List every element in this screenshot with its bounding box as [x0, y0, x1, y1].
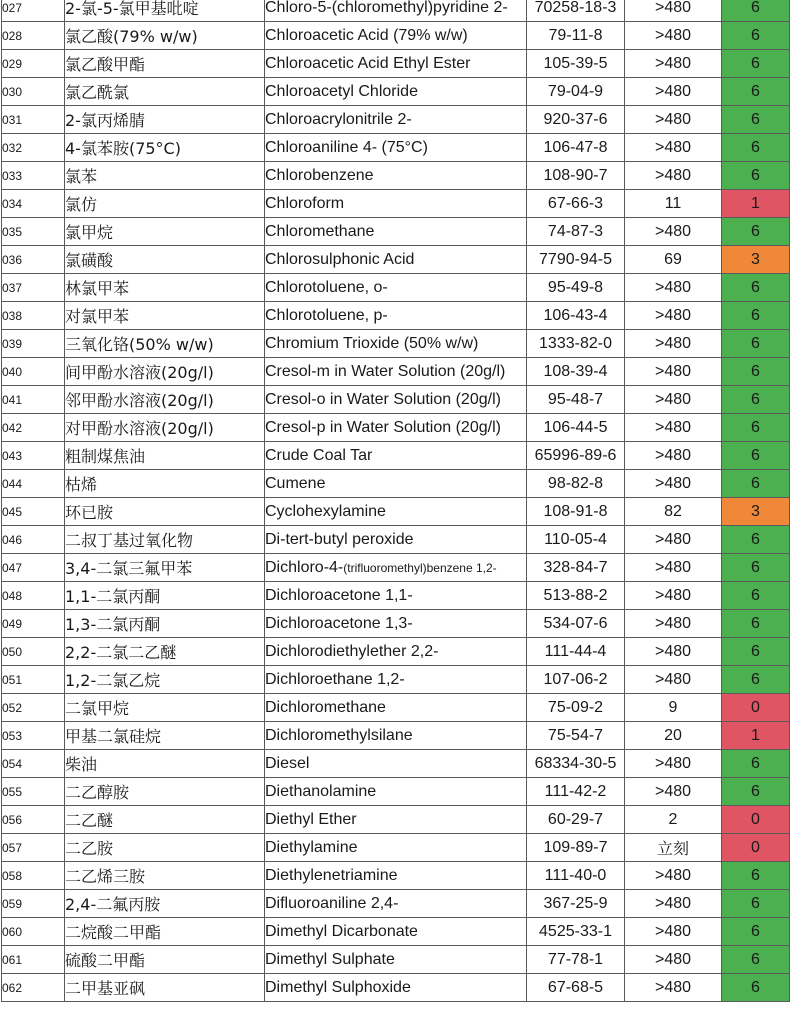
breakthrough-time: >480 [625, 442, 722, 470]
row-number: 032 [2, 134, 65, 162]
performance-rating: 6 [722, 778, 790, 806]
row-number: 033 [2, 162, 65, 190]
performance-rating: 6 [722, 526, 790, 554]
cas-number: 111-44-4 [527, 638, 625, 666]
chemical-name-chinese: 三氧化铬(50% w/w) [65, 330, 265, 358]
chemical-name-chinese: 氯乙酸(79% w/w) [65, 22, 265, 50]
performance-rating: 6 [722, 442, 790, 470]
chemical-name-english-text: Chloroaniline 4- (75°C) [265, 138, 428, 156]
table-row [2, 190, 790, 218]
cas-number: 108-39-4 [527, 358, 625, 386]
table-row [2, 750, 790, 778]
cas-number: 106-47-8 [527, 134, 625, 162]
table-row [2, 470, 790, 498]
chemical-name-english [265, 218, 527, 246]
cas-number: 65996-89-6 [527, 442, 625, 470]
chemical-name-chinese: 二乙胺 [65, 834, 265, 862]
chemical-name-chinese: 二氯甲烷 [65, 694, 265, 722]
performance-rating: 1 [722, 190, 790, 218]
chemical-name-chinese: 枯烯 [65, 470, 265, 498]
performance-rating: 6 [722, 0, 790, 22]
chemical-name-chinese: 二烷酸二甲酯 [65, 918, 265, 946]
chemical-name-english-text: Di-tert-butyl peroxide [265, 530, 414, 548]
breakthrough-time: 11 [625, 190, 722, 218]
performance-rating: 6 [722, 218, 790, 246]
performance-rating: 6 [722, 134, 790, 162]
row-number: 041 [2, 386, 65, 414]
chemical-name-english [265, 274, 527, 302]
chemical-name-english-text: Crude Coal Tar [265, 446, 373, 464]
chemical-name-english-text: Cresol-m in Water Solution (20g/l) [265, 362, 506, 380]
chemical-name-english-text: Dichlorodiethylether 2,2- [265, 642, 439, 660]
cas-number: 98-82-8 [527, 470, 625, 498]
performance-rating: 3 [722, 246, 790, 274]
performance-rating: 6 [722, 582, 790, 610]
breakthrough-time: >480 [625, 778, 722, 806]
row-number: 060 [2, 918, 65, 946]
cas-number: 111-40-0 [527, 862, 625, 890]
table-row [2, 806, 790, 834]
performance-rating: 6 [722, 78, 790, 106]
breakthrough-time: >480 [625, 862, 722, 890]
chemical-name-english-text: Diesel [265, 754, 310, 772]
table-row [2, 946, 790, 974]
cas-number: 68334-30-5 [527, 750, 625, 778]
table-row [2, 498, 790, 526]
table-row [2, 666, 790, 694]
breakthrough-time: 69 [625, 246, 722, 274]
chemical-resistance-table [1, 0, 790, 1002]
breakthrough-time: >480 [625, 106, 722, 134]
chemical-name-english-text: Chlorotoluene, o- [265, 278, 388, 296]
chemical-name-chinese: 氯甲烷 [65, 218, 265, 246]
table-row [2, 134, 790, 162]
chemical-name-english-text: Chloroacetyl Chloride [265, 82, 418, 100]
chemical-name-english [265, 358, 527, 386]
chemical-name-english [265, 946, 527, 974]
table-row [2, 974, 790, 1002]
performance-rating: 6 [722, 638, 790, 666]
cas-number: 67-68-5 [527, 974, 625, 1002]
row-number: 043 [2, 442, 65, 470]
chemical-name-english [265, 778, 527, 806]
chemical-name-english [265, 106, 527, 134]
breakthrough-time: >480 [625, 470, 722, 498]
chemical-name-english-text: Dimethyl Dicarbonate [265, 922, 418, 940]
row-number: 048 [2, 582, 65, 610]
table-row [2, 918, 790, 946]
chemical-name-chinese: 1,3-二氯丙酮 [65, 610, 265, 638]
performance-rating: 0 [722, 834, 790, 862]
table-row [2, 330, 790, 358]
chemical-name-english [265, 498, 527, 526]
chemical-name-english [265, 974, 527, 1002]
chemical-name-english-text: Dichloroacetone 1,3- [265, 614, 413, 632]
performance-rating: 6 [722, 974, 790, 1002]
performance-rating: 6 [722, 22, 790, 50]
chemical-name-chinese: 对氯甲苯 [65, 302, 265, 330]
chemical-name-english [265, 162, 527, 190]
performance-rating: 0 [722, 694, 790, 722]
table-row [2, 218, 790, 246]
row-number: 039 [2, 330, 65, 358]
row-number: 044 [2, 470, 65, 498]
chemical-name-chinese: 二乙醇胺 [65, 778, 265, 806]
chemical-name-english-text: Dimethyl Sulphate [265, 950, 395, 968]
chemical-name-english [265, 442, 527, 470]
performance-rating: 6 [722, 554, 790, 582]
breakthrough-time: >480 [625, 918, 722, 946]
row-number: 052 [2, 694, 65, 722]
chemical-name-english-text: Chloroacetic Acid Ethyl Ester [265, 54, 471, 72]
breakthrough-time: >480 [625, 750, 722, 778]
row-number: 056 [2, 806, 65, 834]
cas-number: 106-43-4 [527, 302, 625, 330]
chemical-name-english [265, 134, 527, 162]
breakthrough-time: >480 [625, 22, 722, 50]
cas-number: 74-87-3 [527, 218, 625, 246]
chemical-name-english [265, 666, 527, 694]
row-number: 055 [2, 778, 65, 806]
cas-number: 60-29-7 [527, 806, 625, 834]
performance-rating: 6 [722, 918, 790, 946]
chemical-name-english [265, 22, 527, 50]
row-number: 038 [2, 302, 65, 330]
chemical-name-chinese: 柴油 [65, 750, 265, 778]
performance-rating: 6 [722, 274, 790, 302]
breakthrough-time: >480 [625, 386, 722, 414]
table-body [2, 0, 790, 1002]
performance-rating: 6 [722, 610, 790, 638]
row-number: 053 [2, 722, 65, 750]
chemical-name-english [265, 694, 527, 722]
performance-rating: 6 [722, 106, 790, 134]
row-number: 036 [2, 246, 65, 274]
table-row [2, 386, 790, 414]
chemical-name-english-suffix: (trifluoromethyl)benzene 1,2- [343, 560, 497, 575]
chemical-name-chinese: 二乙醚 [65, 806, 265, 834]
chemical-name-chinese: 4-氯苯胺(75°C) [65, 134, 265, 162]
breakthrough-time: 20 [625, 722, 722, 750]
chemical-name-english [265, 834, 527, 862]
breakthrough-time: >480 [625, 638, 722, 666]
table-row [2, 722, 790, 750]
chemical-name-english [265, 246, 527, 274]
cas-number: 77-78-1 [527, 946, 625, 974]
breakthrough-time: >480 [625, 330, 722, 358]
table-row [2, 694, 790, 722]
chemical-name-english [265, 0, 527, 22]
table-row [2, 554, 790, 582]
cas-number: 920-37-6 [527, 106, 625, 134]
performance-rating: 6 [722, 666, 790, 694]
cas-number: 108-90-7 [527, 162, 625, 190]
breakthrough-time: >480 [625, 274, 722, 302]
chemical-name-english-text: Diethylamine [265, 838, 358, 856]
table-row [2, 890, 790, 918]
chemical-name-chinese: 二甲基亚砜 [65, 974, 265, 1002]
row-number: 027 [2, 0, 65, 22]
row-number: 061 [2, 946, 65, 974]
cas-number: 513-88-2 [527, 582, 625, 610]
chemical-name-english [265, 750, 527, 778]
breakthrough-time: >480 [625, 302, 722, 330]
breakthrough-time: >480 [625, 582, 722, 610]
performance-rating: 6 [722, 358, 790, 386]
cas-number: 107-06-2 [527, 666, 625, 694]
cas-number: 79-11-8 [527, 22, 625, 50]
chemical-name-chinese: 甲基二氯硅烷 [65, 722, 265, 750]
breakthrough-time: >480 [625, 218, 722, 246]
table-row [2, 0, 790, 22]
row-number: 050 [2, 638, 65, 666]
chemical-name-chinese: 氯乙酰氯 [65, 78, 265, 106]
cas-number: 367-25-9 [527, 890, 625, 918]
chemical-name-chinese: 邻甲酚水溶液(20g/l) [65, 386, 265, 414]
table-row [2, 582, 790, 610]
breakthrough-time: >480 [625, 162, 722, 190]
chemical-name-chinese: 1,1-二氯丙酮 [65, 582, 265, 610]
cas-number: 79-04-9 [527, 78, 625, 106]
table-row [2, 274, 790, 302]
table-row [2, 162, 790, 190]
chemical-name-english-text: Chloro-5-(chloromethyl)pyridine 2- [265, 0, 508, 16]
chemical-name-english-text: Dichloro-4- [265, 558, 344, 576]
chemical-name-english [265, 386, 527, 414]
cas-number: 108-91-8 [527, 498, 625, 526]
breakthrough-time: >480 [625, 610, 722, 638]
breakthrough-time: >480 [625, 554, 722, 582]
row-number: 045 [2, 498, 65, 526]
breakthrough-time: >480 [625, 0, 722, 22]
table-row [2, 442, 790, 470]
chemical-name-english-text: Chlorosulphonic Acid [265, 250, 415, 268]
chemical-name-english [265, 610, 527, 638]
chemical-name-english-text: Chloroacrylonitrile 2- [265, 110, 412, 128]
chemical-name-english [265, 78, 527, 106]
chemical-name-english-text: Diethylenetriamine [265, 866, 398, 884]
row-number: 062 [2, 974, 65, 1002]
performance-rating: 6 [722, 414, 790, 442]
chemical-name-english [265, 722, 527, 750]
chemical-name-chinese: 林氯甲苯 [65, 274, 265, 302]
table-row [2, 78, 790, 106]
performance-rating: 6 [722, 50, 790, 78]
chemical-name-english-text: Diethanolamine [265, 782, 377, 800]
table-row [2, 106, 790, 134]
breakthrough-time: >480 [625, 50, 722, 78]
performance-rating: 6 [722, 302, 790, 330]
performance-rating: 6 [722, 470, 790, 498]
chemical-name-english-text: Cyclohexylamine [265, 502, 386, 520]
chemical-name-english [265, 918, 527, 946]
breakthrough-time: 2 [625, 806, 722, 834]
chemical-name-english [265, 526, 527, 554]
chemical-name-english [265, 638, 527, 666]
chemical-name-english-text: Cresol-p in Water Solution (20g/l) [265, 418, 501, 436]
chemical-name-english-text: Chromium Trioxide (50% w/w) [265, 334, 479, 352]
table-row [2, 862, 790, 890]
cas-number: 328-84-7 [527, 554, 625, 582]
table-row [2, 246, 790, 274]
chemical-name-english [265, 890, 527, 918]
chemical-name-english [265, 190, 527, 218]
chemical-name-chinese: 2,4-二氟丙胺 [65, 890, 265, 918]
chemical-name-chinese: 二乙烯三胺 [65, 862, 265, 890]
chemical-name-chinese: 粗制煤焦油 [65, 442, 265, 470]
row-number: 040 [2, 358, 65, 386]
row-number: 031 [2, 106, 65, 134]
chemical-name-english [265, 806, 527, 834]
chemical-name-english-text: Chloroacetic Acid (79% w/w) [265, 26, 468, 44]
cas-number: 105-39-5 [527, 50, 625, 78]
chemical-name-english-text: Diethyl Ether [265, 810, 357, 828]
table-row [2, 358, 790, 386]
table-row [2, 834, 790, 862]
cas-number: 534-07-6 [527, 610, 625, 638]
breakthrough-time: >480 [625, 526, 722, 554]
breakthrough-time: >480 [625, 890, 722, 918]
chemical-name-chinese: 1,2-二氯乙烷 [65, 666, 265, 694]
table-row [2, 22, 790, 50]
breakthrough-time: >480 [625, 974, 722, 1002]
table-row [2, 778, 790, 806]
table-row [2, 302, 790, 330]
chemical-name-chinese: 间甲酚水溶液(20g/l) [65, 358, 265, 386]
table-row [2, 610, 790, 638]
row-number: 037 [2, 274, 65, 302]
breakthrough-time: >480 [625, 946, 722, 974]
chemical-name-english [265, 582, 527, 610]
chemical-name-chinese: 对甲酚水溶液(20g/l) [65, 414, 265, 442]
table-row [2, 526, 790, 554]
chemical-name-chinese: 氯苯 [65, 162, 265, 190]
cas-number: 4525-33-1 [527, 918, 625, 946]
breakthrough-time: >480 [625, 666, 722, 694]
table-row [2, 414, 790, 442]
chemical-name-english [265, 470, 527, 498]
chemical-name-chinese: 2,2-二氯二乙醚 [65, 638, 265, 666]
chemical-name-english [265, 302, 527, 330]
cas-number: 75-09-2 [527, 694, 625, 722]
cas-number: 106-44-5 [527, 414, 625, 442]
cas-number: 110-05-4 [527, 526, 625, 554]
chemical-name-english-text: Chloroform [265, 194, 345, 212]
row-number: 057 [2, 834, 65, 862]
chemical-name-english [265, 554, 527, 582]
cas-number: 75-54-7 [527, 722, 625, 750]
breakthrough-time: >480 [625, 358, 722, 386]
chemical-name-english [265, 414, 527, 442]
cas-number: 67-66-3 [527, 190, 625, 218]
row-number: 042 [2, 414, 65, 442]
breakthrough-time: 立刻 [625, 834, 722, 862]
table-row [2, 50, 790, 78]
chemical-name-chinese: 氯磺酸 [65, 246, 265, 274]
chemical-name-chinese: 3,4-二氯三氟甲苯 [65, 554, 265, 582]
cas-number: 95-49-8 [527, 274, 625, 302]
row-number: 054 [2, 750, 65, 778]
chemical-name-chinese: 环已胺 [65, 498, 265, 526]
chemical-name-english-text: Chlorotoluene, p- [265, 306, 388, 324]
chemical-name-english-text: Difluoroaniline 2,4- [265, 894, 399, 912]
breakthrough-time: >480 [625, 78, 722, 106]
performance-rating: 6 [722, 862, 790, 890]
cas-number: 111-42-2 [527, 778, 625, 806]
row-number: 058 [2, 862, 65, 890]
breakthrough-time: 9 [625, 694, 722, 722]
performance-rating: 0 [722, 806, 790, 834]
chemical-name-chinese: 氯乙酸甲酯 [65, 50, 265, 78]
row-number: 049 [2, 610, 65, 638]
performance-rating: 6 [722, 162, 790, 190]
performance-rating: 6 [722, 750, 790, 778]
table-row [2, 638, 790, 666]
performance-rating: 6 [722, 946, 790, 974]
chemical-name-english-text: Chloromethane [265, 222, 375, 240]
performance-rating: 3 [722, 498, 790, 526]
chemical-name-chinese: 2-氯丙烯腈 [65, 106, 265, 134]
breakthrough-time: 82 [625, 498, 722, 526]
row-number: 059 [2, 890, 65, 918]
performance-rating: 6 [722, 890, 790, 918]
chemical-name-english-text: Dimethyl Sulphoxide [265, 978, 411, 996]
row-number: 051 [2, 666, 65, 694]
breakthrough-time: >480 [625, 414, 722, 442]
chemical-name-english-text: Dichloroethane 1,2- [265, 670, 405, 688]
chemical-name-english-text: Dichloromethylsilane [265, 726, 413, 744]
breakthrough-time: >480 [625, 134, 722, 162]
performance-rating: 1 [722, 722, 790, 750]
chemical-name-chinese: 二叔丁基过氧化物 [65, 526, 265, 554]
chemical-name-english [265, 330, 527, 358]
chemical-name-chinese: 氯仿 [65, 190, 265, 218]
row-number: 034 [2, 190, 65, 218]
chemical-name-english [265, 50, 527, 78]
row-number: 046 [2, 526, 65, 554]
cas-number: 1333-82-0 [527, 330, 625, 358]
chemical-name-english-text: Cresol-o in Water Solution (20g/l) [265, 390, 501, 408]
row-number: 035 [2, 218, 65, 246]
chemical-name-english-text: Dichloromethane [265, 698, 386, 716]
chemical-name-english-text: Chlorobenzene [265, 166, 374, 184]
chemical-name-chinese: 硫酸二甲酯 [65, 946, 265, 974]
chemical-name-english-text: Cumene [265, 474, 326, 492]
cas-number: 7790-94-5 [527, 246, 625, 274]
chemical-name-chinese: 2-氯-5-氯甲基吡啶 [65, 0, 265, 22]
performance-rating: 6 [722, 386, 790, 414]
row-number: 047 [2, 554, 65, 582]
cas-number: 95-48-7 [527, 386, 625, 414]
cas-number: 109-89-7 [527, 834, 625, 862]
row-number: 029 [2, 50, 65, 78]
cas-number: 70258-18-3 [527, 0, 625, 22]
chemical-name-english-text: Dichloroacetone 1,1- [265, 586, 413, 604]
row-number: 030 [2, 78, 65, 106]
row-number: 028 [2, 22, 65, 50]
chemical-name-english [265, 862, 527, 890]
performance-rating: 6 [722, 330, 790, 358]
